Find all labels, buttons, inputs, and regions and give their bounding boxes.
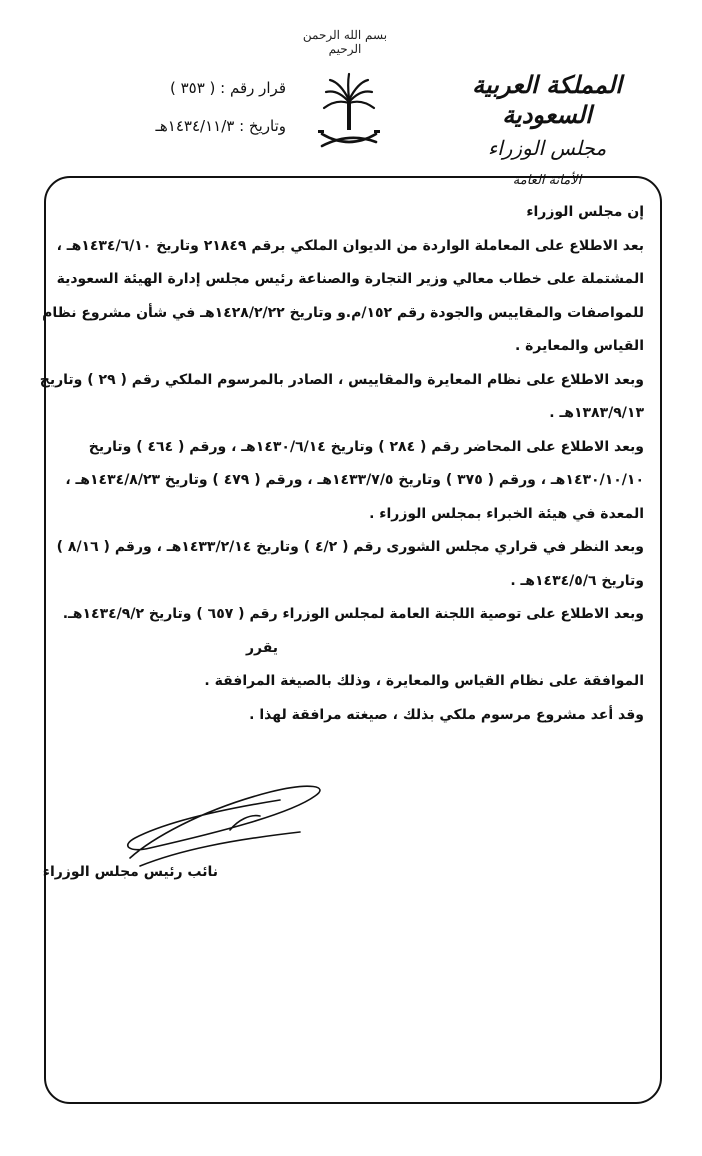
body-line: ١٣٨٣/٩/١٣هـ .: [549, 405, 644, 421]
letterhead: [432, 70, 662, 192]
body-line: القياس والمعايرة .: [514, 338, 644, 354]
body-line: للمواصفات والمقاييس والجودة رقم ١٥٢/م.و وتاريخ ١٤٢٨/٢/٢٢هـ في شأن مشروع نظام: [42, 304, 644, 321]
resolution-line: وقد أعد مشروع مرسوم ملكي بذلك ، صيغته مرافقة لهذا .: [249, 706, 644, 723]
council-name: مجلس الوزراء: [487, 136, 607, 160]
body-line: وبعد الاطلاع على المحاضر رقم ( ٢٨٤ ) وتاريخ ١٤٣٠/٦/١٤هـ ، ورقم ( ٤٦٤ ) وتاريخ: [88, 438, 644, 455]
body-line: إن مجلس الوزراء: [526, 204, 644, 220]
signer-title: نائب رئيس مجلس الوزراء: [42, 864, 218, 880]
basmala: بسم الله الرحمن الرحيم: [302, 28, 388, 56]
body-line: ١٤٣٠/١٠/١٠هـ ، ورقم ( ٣٧٥ ) وتاريخ ١٤٣٣/٧/٥هـ ، ورقم ( ٤٧٩ ) وتاريخ ١٤٣٤/٨/٢٣هـ ،: [65, 472, 644, 488]
resolution-line: الموافقة على نظام القياس والمعايرة ، وذلك بالصيغة المرافقة .: [204, 673, 644, 689]
secretariat-name: الأمانة العامة: [512, 173, 582, 188]
decision-date: وتاريخ : ١٤٣٤/١١/٣هـ: [155, 117, 286, 135]
document-body: [39, 196, 644, 732]
decision-reference: [96, 78, 286, 154]
saudi-emblem-icon: [316, 72, 382, 154]
body-line: وتاريخ ١٤٣٤/٥/٦هـ .: [510, 572, 644, 589]
body-line: المشتملة على خطاب معالي وزير التجارة والصناعة رئيس مجلس إدارة الهيئة السعودية: [56, 271, 644, 287]
body-line: وبعد الاطلاع على توصية اللجنة العامة لمجلس الوزراء رقم ( ٦٥٧ ) وتاريخ ١٤٣٤/٩/٢هـ.: [62, 606, 644, 622]
body-line: بعد الاطلاع على المعاملة الواردة من الديوان الملكي برقم ٢١٨٤٩ وتاريخ ١٤٣٤/٦/١٠هـ ،: [56, 237, 644, 254]
body-line: وبعد النظر في قراري مجلس الشورى رقم ( ٤/٢ ) وتاريخ ١٤٣٣/٢/١٤هـ ، ورقم ( ٨/١٦ ): [56, 539, 644, 555]
body-line: وبعد الاطلاع على نظام المعايرة والمقاييس ، الصادر بالمرسوم الملكي رقم ( ٢٩ ) وتاريخ: [39, 371, 644, 388]
body-line: المعدة في هيئة الخبراء بمجلس الوزراء .: [369, 505, 644, 522]
decision-number: قرار رقم : ( ٣٥٣ ): [169, 79, 286, 97]
kingdom-name: المملكة العربية السعودية: [472, 70, 622, 129]
decides-heading: يقرر: [245, 639, 279, 656]
